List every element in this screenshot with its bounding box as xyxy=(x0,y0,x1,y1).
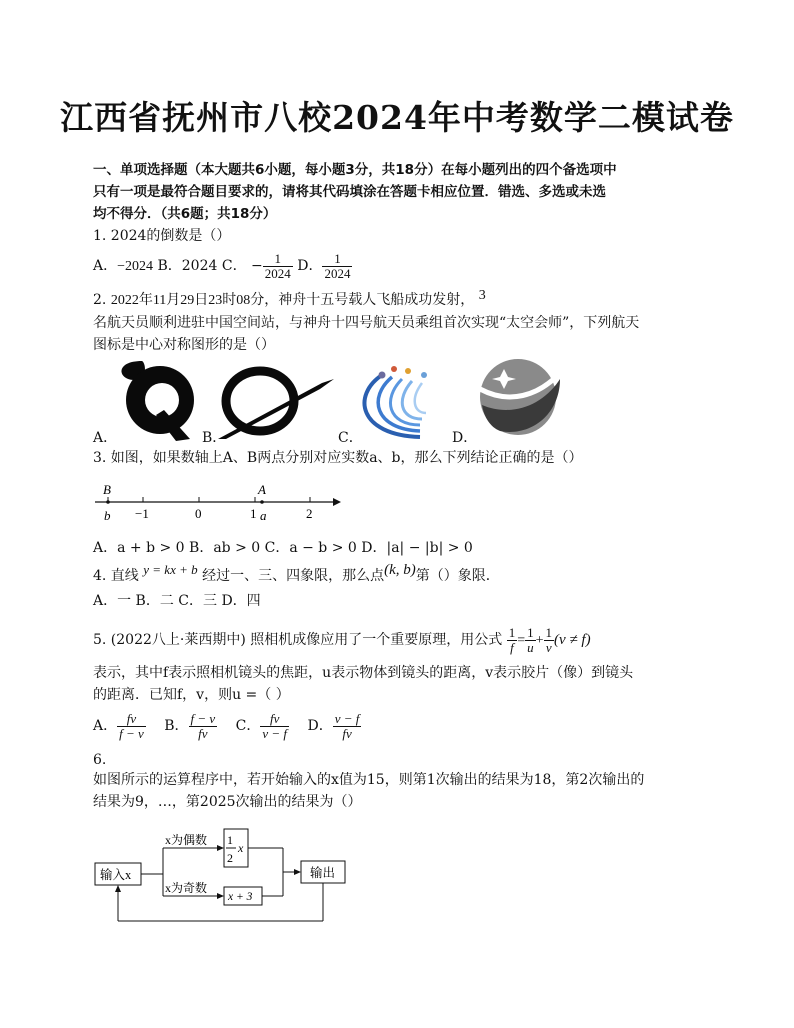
q1-c-den: 2024 xyxy=(264,265,291,281)
q6-line-2: 结果为9，…，第2025次输出的结果为（） xyxy=(93,794,362,810)
q6-line-1: 如图所示的运算程序中，若开始输入的x值为15，则第1次输出的结果为18，第2次输出的 xyxy=(93,772,645,788)
q1-option-d-fraction xyxy=(322,252,352,281)
q2-option-c: C． xyxy=(338,430,363,446)
q6-flowchart xyxy=(93,825,363,930)
q5-b-num: f − v xyxy=(190,710,216,726)
q3-label-b: b xyxy=(104,508,111,523)
q2-icon-c-dot-3 xyxy=(405,368,411,374)
q4-text-1: 4. 直线 xyxy=(93,568,139,584)
q5-stem-text: 5. (2022八上·莱西期中) 照相机成像应用了一个重要原理，用公式 xyxy=(93,632,503,648)
q2-hour: 23 xyxy=(208,293,223,308)
q5-f3-num: 1 xyxy=(545,624,553,640)
q4-options: A．一 B．二 C．三 D．四 xyxy=(93,593,261,609)
q5-formula-frac-3 xyxy=(544,626,555,655)
q6-half-den: 2 xyxy=(227,851,233,865)
q2-icon-c-dot-2 xyxy=(391,366,397,372)
q1-option-c-sign: − xyxy=(251,258,263,274)
q2-text-hour: 时 xyxy=(222,292,237,308)
q1-option-a-label: A． xyxy=(93,258,118,274)
q6-arrow-even xyxy=(217,845,224,851)
q1-d-num: 1 xyxy=(322,252,352,267)
section-heading-line-3: 均不得分．（共6题；共18分） xyxy=(93,206,277,222)
q3-point-a-dot xyxy=(260,500,264,504)
q4-equation: y = kx + b xyxy=(143,562,198,577)
q1-option-bc-text: B．2024 C． xyxy=(157,258,247,274)
q5-f1-den: f xyxy=(510,639,514,655)
q2-option-d: D． xyxy=(452,430,478,446)
q3-number-line xyxy=(93,480,353,526)
q2-line-1 xyxy=(93,290,486,311)
q5-a-den: f − v xyxy=(119,725,144,741)
q2-text-month: 月 xyxy=(166,292,181,308)
q6-input-label: 输入x xyxy=(100,868,132,882)
q3-label-A: A xyxy=(258,482,266,497)
q2-icon-c-arc-1 xyxy=(364,375,420,437)
q6-half-var: x xyxy=(238,841,244,855)
q3-label-a: a xyxy=(260,508,267,523)
q5-f1-num: 1 xyxy=(508,624,516,640)
q2-month: 11 xyxy=(152,293,167,308)
q1-stem: 1. 2024的倒数是（） xyxy=(93,228,231,244)
q2-icon-c-arc-5 xyxy=(415,383,426,413)
q3-options: A．a + b > 0 B．ab > 0 C．a − b > 0 D．|a| − |b| > 0 xyxy=(93,540,473,556)
q2-icon-c-arc-2 xyxy=(378,377,420,431)
q5-f2-num: 1 xyxy=(527,624,534,640)
q5-a-num: fv xyxy=(117,712,146,727)
q5-f3-den: v xyxy=(545,639,552,655)
q2-icon-b xyxy=(218,371,334,439)
q3-label-1: 1 xyxy=(250,506,257,521)
q5-stem xyxy=(93,620,591,661)
q5-plus-sign: + xyxy=(535,633,544,648)
q5-c-den: v − f xyxy=(262,725,288,741)
q2-day: 29 xyxy=(180,293,195,308)
q5-eq-sign: = xyxy=(517,633,526,648)
q2-icon-c-dot-4 xyxy=(421,372,427,378)
section-heading-line-2: 只有一项是最符合题目要求的，请将其代码填涂在答题卡相应位置．错选、多选或未选 xyxy=(93,184,606,200)
q2-icon-b-ring xyxy=(226,371,294,431)
q3-label-2: 2 xyxy=(306,506,313,521)
q6-loop-arrow xyxy=(115,885,121,892)
q6-number: 6. xyxy=(93,752,107,768)
q4-text-2: 经过一、三、四象限，那么点 xyxy=(202,568,385,584)
q3-label-B: B xyxy=(103,482,111,497)
q5-option-c-fraction xyxy=(260,712,289,741)
q5-b-den: fv xyxy=(198,725,208,741)
q5-options xyxy=(93,704,361,748)
q5-f2-den: u xyxy=(527,639,534,655)
q2-text-year: 年 xyxy=(138,292,153,308)
q2-option-b: B． xyxy=(202,430,227,446)
q2-icons-figure xyxy=(90,355,580,450)
q5-line-3: 的距离．已知f，v，则u =（ ） xyxy=(93,687,290,703)
q2-year: 2022 xyxy=(110,293,139,308)
q4-point: (k, b) xyxy=(384,562,416,578)
q2-line-3: 图标是中心对称图形的是（） xyxy=(93,337,275,353)
q6-add-label: x + 3 xyxy=(228,891,253,903)
q1-option-a-value: −2024 xyxy=(117,259,154,274)
q3-label-m1: −1 xyxy=(135,506,149,521)
q5-c-num: fv xyxy=(260,712,289,727)
q5-option-b-label: B． xyxy=(164,718,189,734)
exam-title: 江西省抚州市八校2024年中考数学二模试卷 xyxy=(60,98,734,137)
q2-minute: 08 xyxy=(236,293,251,308)
q2-text-day: 日 xyxy=(194,292,209,308)
q3-stem: 3. 如图，如果数轴上A、B两点分别对应实数a、b，那么下列结论正确的是（） xyxy=(93,450,583,466)
q5-option-c-label: C． xyxy=(235,718,261,734)
q2-line-2: 名航天员顺利进驻中国空间站，与神舟十四号航天员乘组首次实现“太空会师”，下列航天 xyxy=(93,315,640,331)
q2-option-a: A． xyxy=(93,430,118,446)
q5-option-d-fraction xyxy=(333,712,362,741)
q2-icon-a xyxy=(121,361,194,441)
q2-icon-c xyxy=(364,366,427,437)
q5-formula-frac-2 xyxy=(525,626,536,655)
q5-option-a-label: A． xyxy=(93,718,118,734)
q6-odd-label: x为奇数 xyxy=(165,881,208,895)
q5-formula-frac-1 xyxy=(507,626,518,655)
q6-even-label: x为偶数 xyxy=(165,833,208,847)
q3-point-b-dot xyxy=(106,500,110,504)
q4-text-3: 第（）象限． xyxy=(415,568,500,584)
q5-option-a-fraction xyxy=(117,712,146,741)
q4-stem xyxy=(93,562,500,586)
q5-d-den: fv xyxy=(342,725,352,741)
q5-option-b-fraction xyxy=(189,712,218,741)
q2-icon-d xyxy=(480,359,560,435)
q3-axis-arrow xyxy=(333,498,341,506)
q1-d-den: 2024 xyxy=(324,265,351,281)
q2-icon-c-dot-1 xyxy=(379,372,386,379)
section-heading-line-1: 一、单项选择题（本大题共6小题，每小题3分，共18分）在每小题列出的四个备选项中 xyxy=(93,162,617,178)
q2-count: 3 xyxy=(478,288,486,303)
q6-arrow-output xyxy=(294,869,301,875)
q5-d-num: v − f xyxy=(334,710,360,726)
q5-condition: (v ≠ f) xyxy=(554,632,591,648)
q6-arrow-odd xyxy=(217,893,224,899)
q1-options xyxy=(93,246,352,287)
q5-option-d-label: D． xyxy=(307,718,333,734)
q6-half-num: 1 xyxy=(227,833,233,847)
q1-c-num: 1 xyxy=(263,252,293,267)
q1-option-c-fraction xyxy=(263,252,293,281)
q1-option-d-label: D． xyxy=(297,258,323,274)
q6-output-label: 输出 xyxy=(310,866,336,880)
q2-text-rest: 分，神舟十五号载人飞船成功发射， xyxy=(250,292,475,308)
q3-label-0: 0 xyxy=(195,506,202,521)
q5-line-2: 表示，其中f表示照相机镜头的焦距，u表示物体到镜头的距离，v表示胶片（像）到镜头 xyxy=(93,665,634,681)
q2-number: 2. xyxy=(93,292,107,308)
